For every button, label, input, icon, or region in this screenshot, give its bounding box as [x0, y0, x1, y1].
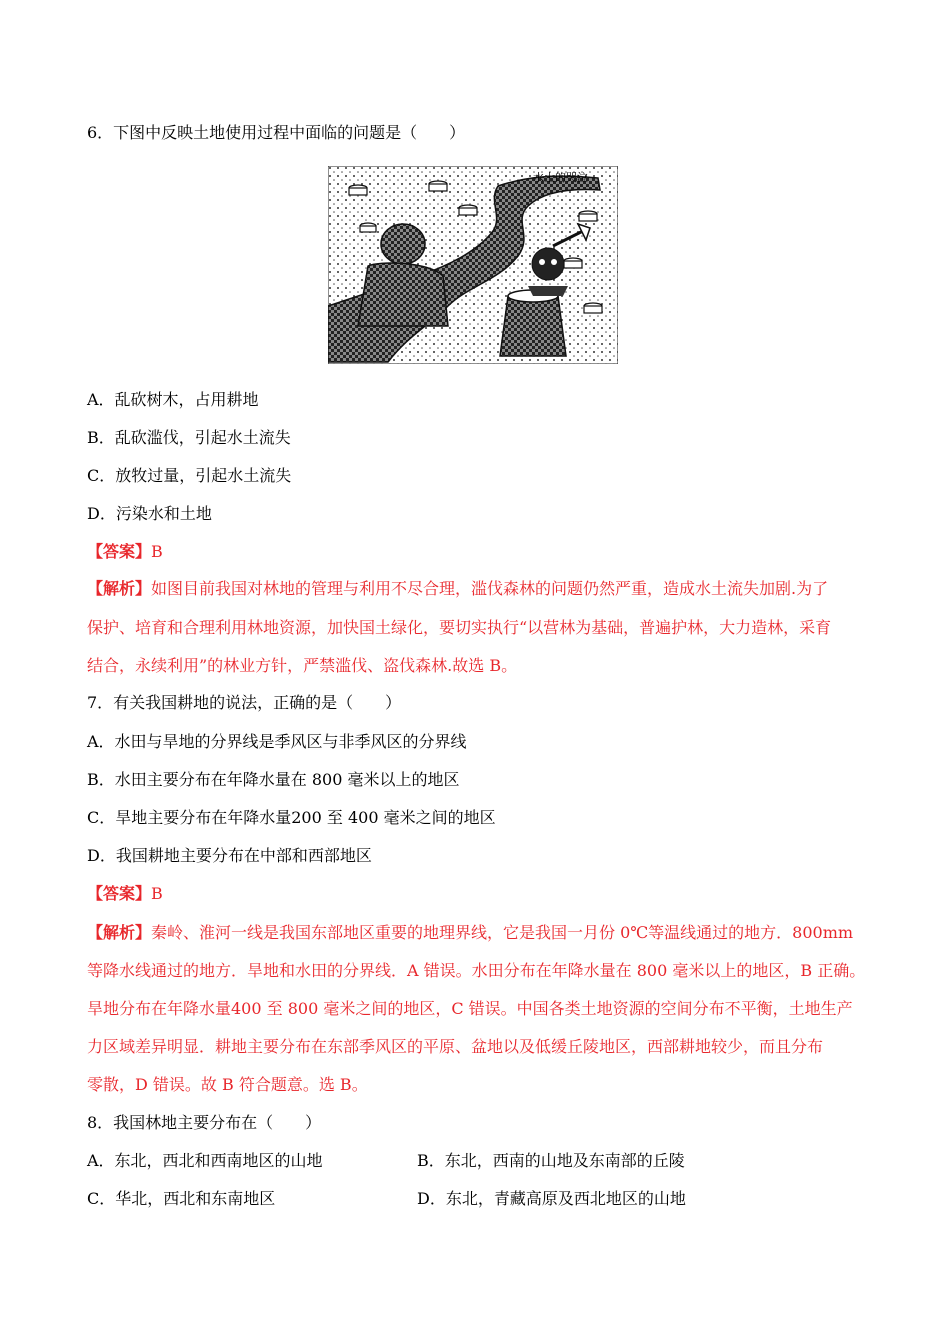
- q7-answer: [87, 883, 163, 905]
- answer-label: 【答案】: [87, 542, 152, 561]
- cartoon-illustration: [328, 166, 618, 364]
- analysis-label: 【解析】: [87, 579, 152, 598]
- answer-label: 【答案】: [87, 884, 152, 903]
- q7-analysis-line-1: [87, 922, 853, 944]
- q6-analysis-line-2: 保护、培育和合理利用林地资源，加快国土绿化，要切实执行“以营林为基础，普遍护林，大力造林，采育: [87, 618, 832, 637]
- answer-value: B: [151, 884, 163, 903]
- q7-analysis-line-3: 旱地分布在年降水量400 至 800 毫米之间的地区，C 错误。中国各类土地资源的空间分布不平衡，土地生产: [87, 999, 853, 1018]
- q7-analysis-line-4: 力区域差异明显．耕地主要分布在东部季风区的平原、盆地以及低缓丘陵地区，西部耕地较少，而且分布: [87, 1037, 824, 1056]
- q8-option-a: A．东北，西北和西南地区的山地: [87, 1151, 323, 1170]
- q6-stem: 6．下图中反映土地使用过程中面临的问题是（ ）: [87, 123, 466, 142]
- q6-analysis-line-3: 结合，永续利用”的林业方针，严禁滥伐、盗伐森林.故选 B。: [87, 656, 518, 675]
- q8-option-d: D．东北，青藏高原及西北地区的山地: [417, 1189, 686, 1208]
- q6-cartoon-figure: [328, 166, 618, 364]
- q6-option-d: D．污染水和土地: [87, 504, 212, 523]
- q8-option-c: C．华北，西北和东南地区: [87, 1189, 276, 1208]
- q7-analysis-line-5: 零散，D 错误。故 B 符合题意。选 B。: [87, 1075, 368, 1094]
- q8-option-b: B．东北，西南的山地及东南部的丘陵: [417, 1151, 685, 1170]
- q8-stem: 8．我国林地主要分布在（ ）: [87, 1113, 322, 1132]
- q7-option-b: B．水田主要分布在年降水量在 800 毫米以上的地区: [87, 770, 460, 789]
- analysis-text: 如图目前我国对林地的管理与利用不尽合理，滥伐森林的问题仍然严重，造成水土流失加剧.为了: [151, 579, 829, 598]
- q7-option-d: D．我国耕地主要分布在中部和西部地区: [87, 846, 372, 865]
- q6-answer: [87, 541, 163, 563]
- q7-option-c: C．旱地主要分布在年降水量200 至 400 毫米之间的地区: [87, 808, 496, 827]
- q7-option-a: A．水田与旱地的分界线是季风区与非季风区的分界线: [87, 732, 467, 751]
- q7-stem: 7．有关我国耕地的说法，正确的是（ ）: [87, 693, 402, 712]
- q7-analysis-line-2: 等降水线通过的地方．旱地和水田的分界线．A 错误。水田分布在年降水量在 800 毫米以上的地区，B 正确。: [87, 961, 866, 980]
- q6-option-b: B．乱砍滥伐，引起水土流失: [87, 428, 291, 447]
- q6-analysis-line-1: [87, 578, 828, 600]
- q6-option-c: C．放牧过量，引起水土流失: [87, 466, 292, 485]
- q6-option-a: A．乱砍树木，占用耕地: [87, 390, 259, 409]
- figure-caption: 水土的哭泣: [533, 171, 588, 184]
- analysis-label: 【解析】: [87, 923, 152, 942]
- analysis-text: 秦岭、淮河一线是我国东部地区重要的地理界线，它是我国一月份 0℃等温线通过的地方．800mm: [151, 923, 854, 942]
- answer-value: B: [151, 542, 163, 561]
